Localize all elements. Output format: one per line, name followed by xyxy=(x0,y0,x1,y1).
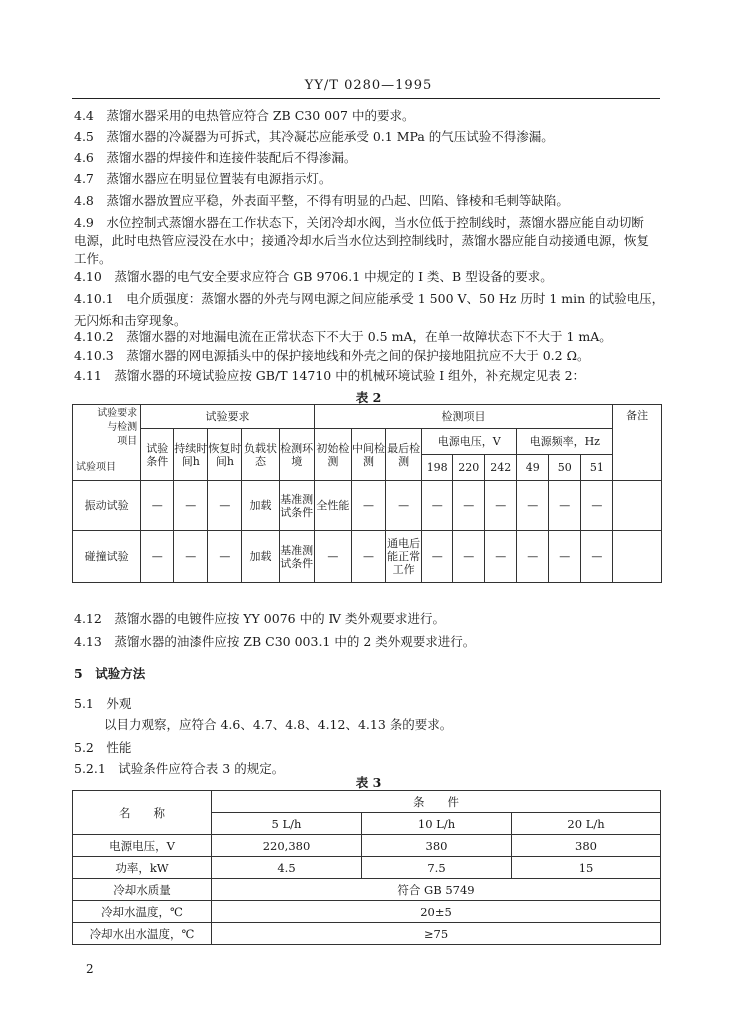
row-name: 冷却水出水温度，℃ xyxy=(73,923,212,945)
table-row xyxy=(73,901,661,923)
para-4-10: 4.10 蒸馏水器的电气安全要求应符合 GB 9706.1 中规定的 I 类、B 型设备的要求。 xyxy=(74,269,553,284)
para-4-8: 4.8 蒸馏水器放置应平稳，外表面平整，不得有明显的凸起、凹陷、锋棱和毛刺等缺陷。 xyxy=(74,193,569,208)
cell: 15 xyxy=(512,857,661,879)
cell: — xyxy=(174,531,208,583)
row-name: 碰撞试验 xyxy=(73,531,141,583)
voltage-220: 220 xyxy=(453,455,485,481)
cell: 7.5 xyxy=(362,857,512,879)
cell: — xyxy=(141,531,174,583)
row-name: 振动试验 xyxy=(73,481,141,531)
cell: 加载 xyxy=(242,481,279,531)
corner-label-3: 项目 xyxy=(117,436,138,447)
freq-51: 51 xyxy=(581,455,613,481)
cell: 380 xyxy=(362,835,512,857)
col-initial-check: 初始检测 xyxy=(314,429,351,481)
cell: 4.5 xyxy=(212,857,362,879)
row-name: 电源电压，V xyxy=(73,835,212,857)
para-4-7: 4.7 蒸馏水器应在明显位置装有电源指示灯。 xyxy=(74,171,332,186)
corner-label-4: 试验项目 xyxy=(76,462,116,473)
freq-50: 50 xyxy=(549,455,581,481)
cell: — xyxy=(581,481,613,531)
cell: — xyxy=(351,481,385,531)
para-4-12: 4.12 蒸馏水器的电镀件应按 YY 0076 中的 Ⅳ 类外观要求进行。 xyxy=(74,611,446,626)
section-5-2-heading: 5.2 性能 xyxy=(74,740,132,755)
col-10lh: 10 L/h xyxy=(362,813,512,835)
cell: — xyxy=(141,481,174,531)
para-4-10-2: 4.10.2 蒸馏水器的对地漏电流在正常状态下不大于 0.5 mA，在单一故障状态下不大于 1 mA。 xyxy=(74,329,612,344)
para-4-10-1-line2: 无闪烁和击穿现象。 xyxy=(74,313,187,328)
cell: — xyxy=(485,531,517,583)
table3-name-header: 名 称 xyxy=(73,791,212,835)
section-5-2-1-text: 5.2.1 试验条件应符合表 3 的规定。 xyxy=(74,761,285,776)
table-row xyxy=(73,481,662,531)
col-final-check: 最后检测 xyxy=(386,429,422,481)
table2-group-req: 试验要求 xyxy=(141,405,315,429)
cell: 基准测试条件 xyxy=(279,481,314,531)
cell: 380 xyxy=(512,835,661,857)
corner-label-2: 与检测 xyxy=(107,422,138,433)
table2-group-check: 检测项目 xyxy=(314,405,613,429)
table-row xyxy=(73,923,661,945)
para-4-6: 4.6 蒸馏水器的焊接件和连接件装配后不得渗漏。 xyxy=(74,150,357,165)
cell: — xyxy=(314,531,351,583)
table-row xyxy=(73,857,661,879)
cell: — xyxy=(386,481,422,531)
cell: 220,380 xyxy=(212,835,362,857)
para-4-9-line2: 电源，此时电热管应浸没在水中；接通冷却水后当水位达到控制线时，蒸馏水器应能自动接通电源，恢复 xyxy=(74,233,650,248)
row-name: 冷却水温度，℃ xyxy=(73,901,212,923)
cell: — xyxy=(422,531,453,583)
table3-cond-header: 条 件 xyxy=(212,791,661,813)
voltage-198: 198 xyxy=(422,455,453,481)
cell: — xyxy=(453,481,485,531)
col-test-condition: 试验条件 xyxy=(141,429,174,481)
para-4-5: 4.5 蒸馏水器的冷凝器为可拆式，其冷凝芯应能承受 0.1 MPa 的气压试验不得渗漏。 xyxy=(74,129,554,144)
table3-caption: 表 3 xyxy=(355,775,382,790)
cell: 20±5 xyxy=(212,901,661,923)
col-5lh: 5 L/h xyxy=(212,813,362,835)
cell: — xyxy=(453,531,485,583)
cell: — xyxy=(174,481,208,531)
cell: — xyxy=(351,531,385,583)
cell: — xyxy=(517,531,549,583)
col-recovery: 恢复时间h xyxy=(208,429,242,481)
cell: 加载 xyxy=(242,531,279,583)
cell: — xyxy=(581,531,613,583)
section-5-1-text: 以目力观察，应符合 4.6、4.7、4.8、4.12、4.13 条的要求。 xyxy=(104,717,453,732)
row-name: 冷却水质量 xyxy=(73,879,212,901)
voltage-242: 242 xyxy=(485,455,517,481)
col-freq-group: 电源频率，Hz xyxy=(517,429,613,455)
table-row xyxy=(73,531,662,583)
cell: 通电后能正常工作 xyxy=(386,531,422,583)
table2-caption: 表 2 xyxy=(355,390,382,405)
cell: 基准测试条件 xyxy=(279,531,314,583)
col-load-state: 负载状态 xyxy=(242,429,279,481)
cell-remark xyxy=(613,481,662,531)
table-row xyxy=(73,879,661,901)
cell: — xyxy=(549,531,581,583)
para-4-4: 4.4 蒸馏水器采用的电热管应符合 ZB C30 007 中的要求。 xyxy=(74,108,415,123)
freq-49: 49 xyxy=(517,455,549,481)
col-test-env: 检测环境 xyxy=(279,429,314,481)
table-row xyxy=(73,835,661,857)
header-rule xyxy=(72,98,660,99)
table2-remark: 备注 xyxy=(613,405,662,481)
cell: 符合 GB 5749 xyxy=(212,879,661,901)
para-4-10-1-line1: 4.10.1 电介质强度：蒸馏水器的外壳与网电源之间应能承受 1 500 V、50 Hz 历时 1 min 的试验电压， xyxy=(74,291,665,306)
para-4-10-3: 4.10.3 蒸馏水器的网电源插头中的保护接地线和外壳之间的保护接地阻抗应不大于 0.2 Ω。 xyxy=(74,348,590,363)
table-3 xyxy=(72,790,661,945)
col-duration: 持续时间h xyxy=(174,429,208,481)
para-4-9-line3: 工作。 xyxy=(74,251,112,266)
cell: — xyxy=(517,481,549,531)
cell: — xyxy=(208,531,242,583)
table2-corner-cell xyxy=(73,405,141,481)
table-2 xyxy=(72,404,662,583)
col-voltage-group: 电源电压，V xyxy=(422,429,517,455)
para-4-9-line1: 4.9 水位控制式蒸馏水器在工作状态下，关闭冷却水阀，当水位低于控制线时，蒸馏水器应能自动切断 xyxy=(74,215,644,230)
section-5-1-heading: 5.1 外观 xyxy=(74,696,132,711)
cell: — xyxy=(549,481,581,531)
col-middle-check: 中间检测 xyxy=(351,429,385,481)
cell: 全性能 xyxy=(314,481,351,531)
para-4-11: 4.11 蒸馏水器的环境试验应按 GB/T 14710 中的机械环境试验 I 组外，补充规定见表 2： xyxy=(74,368,586,383)
row-name: 功率，kW xyxy=(73,857,212,879)
document-header: YY/T 0280—1995 xyxy=(304,78,433,93)
cell: — xyxy=(208,481,242,531)
section-5-heading: 5 试验方法 xyxy=(74,666,146,681)
corner-label-1: 试验要求 xyxy=(97,408,138,419)
para-4-13: 4.13 蒸馏水器的油漆件应按 ZB C30 003.1 中的 2 类外观要求进行。 xyxy=(74,634,476,649)
col-20lh: 20 L/h xyxy=(512,813,661,835)
page-number: 2 xyxy=(86,962,94,976)
cell: — xyxy=(422,481,453,531)
cell: — xyxy=(485,481,517,531)
cell: ≥75 xyxy=(212,923,661,945)
cell-remark xyxy=(613,531,662,583)
